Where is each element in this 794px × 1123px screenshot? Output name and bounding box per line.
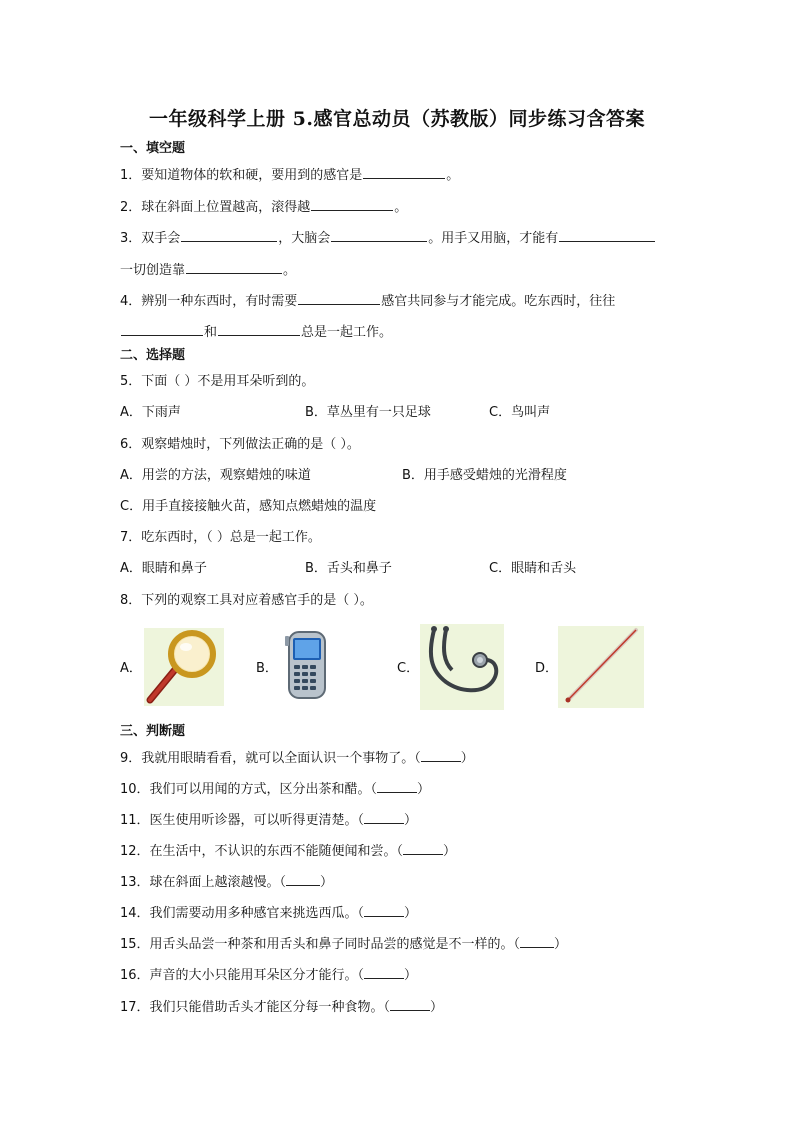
punct: ） <box>404 906 418 921</box>
question-13 <box>120 873 333 892</box>
answer-blank[interactable] <box>377 780 417 793</box>
option-b-label[interactable]: B． <box>256 661 278 676</box>
option-a-label[interactable]: A． <box>120 661 142 676</box>
punct: ） <box>320 875 334 890</box>
answer-blank[interactable] <box>331 228 427 242</box>
question-7: 7．吃东西时，（ ）总是一起工作。 <box>120 530 321 545</box>
option-c[interactable]: C．用手直接接触火苗，感知点燃蜡烛的温度 <box>120 499 377 514</box>
punct: 。 <box>283 263 297 278</box>
section-fill-heading: 一、填空题 <box>120 141 186 156</box>
question-16 <box>120 966 417 985</box>
option-c-label[interactable]: C． <box>397 661 420 676</box>
answer-blank[interactable] <box>121 322 203 336</box>
punct: ） <box>417 782 431 797</box>
option-d-label[interactable]: D． <box>535 661 559 676</box>
option-c[interactable]: C．眼睛和舌头 <box>489 561 577 576</box>
option-a[interactable]: A．眼睛和鼻子 <box>120 561 207 576</box>
question-4 <box>120 291 615 311</box>
question-3-text: ，大脑会 <box>278 231 331 246</box>
page-title: 一年级科学上册 5.感官总动员（苏教版）同步练习含答案 <box>149 108 645 130</box>
question-9 <box>120 749 474 768</box>
punct: ） <box>554 937 568 952</box>
option-b[interactable]: B．舌头和鼻子 <box>305 561 392 576</box>
question-12 <box>120 842 456 861</box>
question-9-text: 9．我就用眼睛看看，就可以全面认识一个事物了。（ <box>120 751 421 766</box>
question-17-text: 17．我们只能借助舌头才能区分每一种食物。（ <box>120 1000 391 1015</box>
option-a[interactable]: A．用尝的方法，观察蜡烛的味道 <box>120 468 311 483</box>
question-3-cont <box>120 260 296 280</box>
question-3-text: 一切创造靠 <box>120 263 186 278</box>
question-4-text: 和 <box>204 325 218 340</box>
question-5: 5．下面（ ）不是用耳朵听到的。 <box>120 374 315 389</box>
question-1 <box>120 165 459 185</box>
answer-blank[interactable] <box>390 998 430 1011</box>
question-16-text: 16．声音的大小只能用耳朵区分才能行。（ <box>120 968 365 983</box>
punct: ） <box>443 844 457 859</box>
magnifier-icon[interactable] <box>144 628 224 706</box>
punct: 。 <box>394 200 408 215</box>
question-15 <box>120 935 567 954</box>
stethoscope-icon[interactable] <box>420 624 504 710</box>
question-3-text: 3．双手会 <box>120 231 181 246</box>
punct: 。 <box>446 168 460 183</box>
answer-blank[interactable] <box>186 260 282 274</box>
answer-blank[interactable] <box>218 322 300 336</box>
question-13-text: 13．球在斜面上越滚越慢。（ <box>120 875 287 890</box>
question-17 <box>120 998 443 1017</box>
question-15-text: 15．用舌头品尝一种茶和用舌头和鼻子同时品尝的感觉是不一样的。（ <box>120 937 521 952</box>
answer-blank[interactable] <box>421 749 461 762</box>
question-8: 8．下列的观察工具对应着感官手的是（ ）。 <box>120 593 373 608</box>
section-judge-heading: 三、判断题 <box>120 724 186 739</box>
question-10 <box>120 780 430 799</box>
punct: ） <box>430 1000 444 1015</box>
answer-blank[interactable] <box>403 842 443 855</box>
question-14 <box>120 904 417 923</box>
punct: ） <box>460 751 474 766</box>
question-4-text: 总是一起工作。 <box>301 325 393 340</box>
answer-blank[interactable] <box>364 966 404 979</box>
option-b[interactable]: B．用手感受蜡烛的光滑程度 <box>402 468 567 483</box>
option-b[interactable]: B．草丛里有一只足球 <box>305 405 431 420</box>
question-6: 6．观察蜡烛时，下列做法正确的是（ ）。 <box>120 437 360 452</box>
punct: ） <box>404 813 418 828</box>
section-choice-heading: 二、选择题 <box>120 348 186 363</box>
question-4-text: 感官共同参与才能完成。吃东西时，往往 <box>381 294 616 309</box>
question-2-text: 2．球在斜面上位置越高，滚得越 <box>120 200 311 215</box>
question-4-text: 4．辨别一种东西时，有时需要 <box>120 294 298 309</box>
punct: ） <box>404 968 418 983</box>
question-1-text: 1．要知道物体的软和硬，要用到的感官是 <box>120 168 363 183</box>
answer-blank[interactable] <box>364 904 404 917</box>
question-12-text: 12．在生活中，不认识的东西不能随便闻和尝。（ <box>120 844 404 859</box>
option-a[interactable]: A．下雨声 <box>120 405 181 420</box>
answer-blank[interactable] <box>298 291 380 305</box>
answer-blank[interactable] <box>364 811 404 824</box>
question-11 <box>120 811 417 830</box>
answer-blank[interactable] <box>311 197 393 211</box>
question-10-text: 10．我们可以用闻的方式，区分出茶和醋。（ <box>120 782 378 797</box>
answer-blank[interactable] <box>181 228 277 242</box>
option-c[interactable]: C．鸟叫声 <box>489 405 551 420</box>
phone-icon[interactable] <box>281 630 329 702</box>
question-3-text: 。用手又用脑，才能有 <box>428 231 559 246</box>
question-2 <box>120 197 407 217</box>
question-14-text: 14．我们需要动用多种感官来挑选西瓜。（ <box>120 906 365 921</box>
answer-blank[interactable] <box>520 935 554 948</box>
answer-blank[interactable] <box>363 165 445 179</box>
answer-blank[interactable] <box>286 873 320 886</box>
question-4-cont <box>120 322 392 342</box>
question-3 <box>120 228 656 248</box>
thermometer-icon[interactable] <box>558 626 644 708</box>
question-11-text: 11．医生使用听诊器，可以听得更清楚。（ <box>120 813 365 828</box>
answer-blank[interactable] <box>559 228 655 242</box>
